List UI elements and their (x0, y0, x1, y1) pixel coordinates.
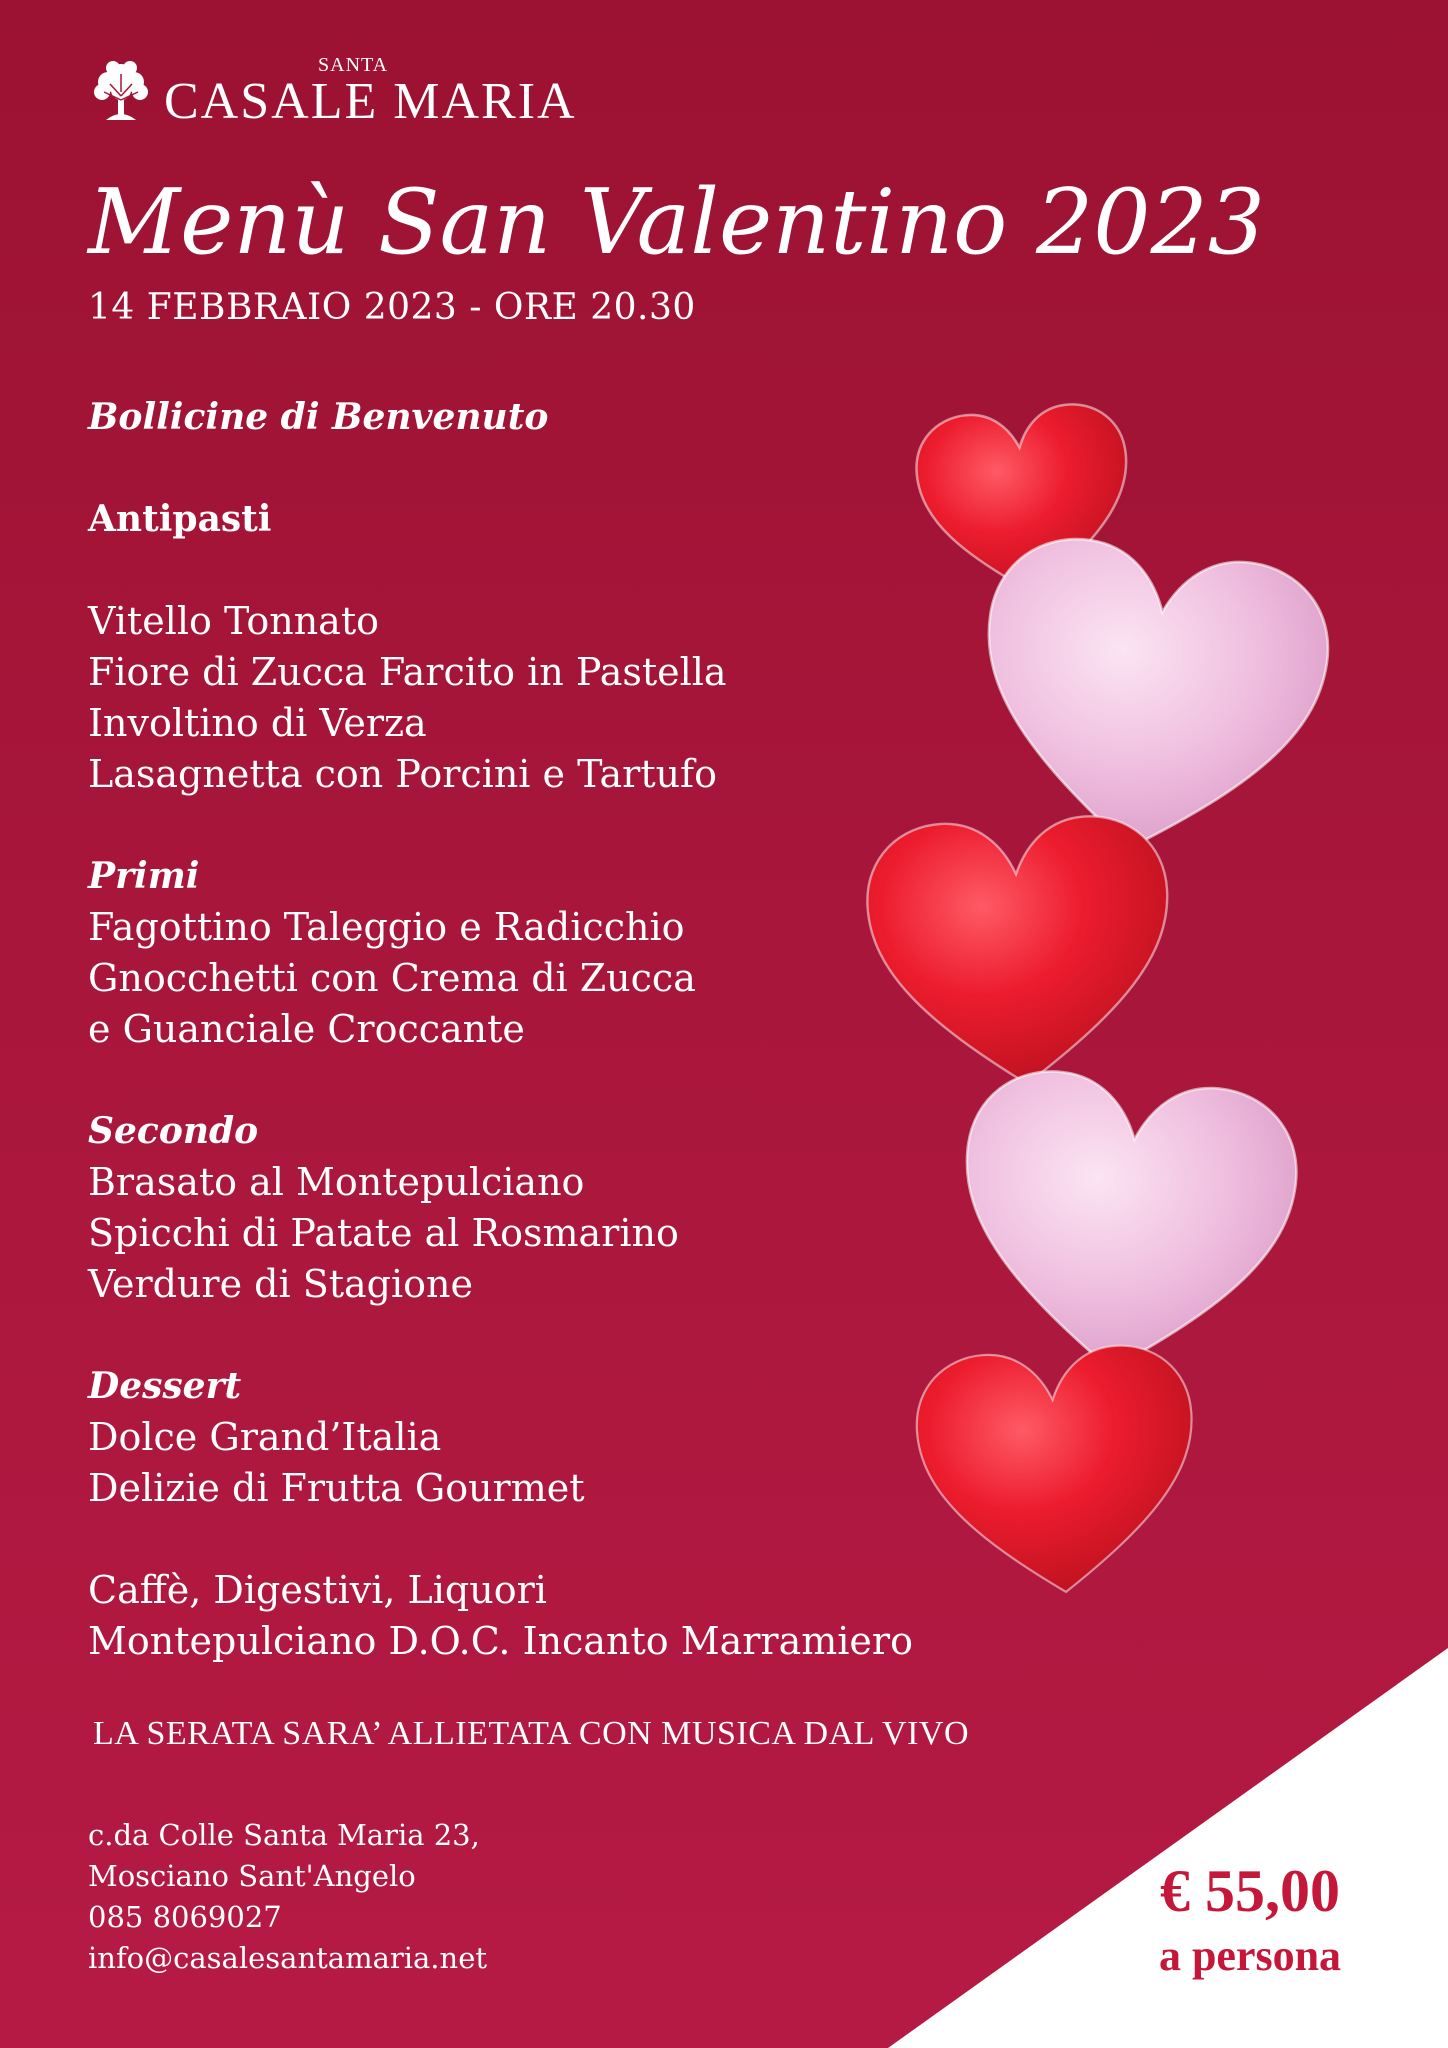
email-address: info@casalesantamaria.net (88, 1941, 488, 1975)
section-heading-secondo: Secondo (88, 1110, 259, 1152)
logo-name: CASALE MARIA (164, 73, 577, 130)
menu-item: Dolce Grand’Italia (88, 1415, 442, 1459)
red-heart-icon (863, 812, 1176, 1091)
menu-item: Gnocchetti con Crema di Zucca (88, 956, 696, 1000)
price-unit: a persona (1158, 1931, 1342, 1980)
tree-icon (88, 56, 154, 126)
price-block (1085, 1855, 1415, 1985)
menu-item: Fiore di Zucca Farcito in Pastella (88, 650, 727, 694)
menu-item: Lasagnetta con Porcini e Tartufo (88, 752, 718, 796)
extras-item: Montepulciano D.O.C. Incanto Marramiero (88, 1619, 913, 1663)
welcome-heading: Bollicine di Benvenuto (88, 396, 549, 438)
contact-info (88, 1815, 487, 1979)
section-heading-dessert: Dessert (88, 1365, 242, 1407)
hearts-decoration (840, 390, 1400, 1680)
menu-item: Vitello Tonnato (88, 599, 379, 643)
address-line: c.da Colle Santa Maria 23, (88, 1818, 480, 1852)
menu-list (88, 392, 968, 1667)
event-date: 14 FEBBRAIO 2023 - ORE 20.30 (88, 287, 696, 328)
menu-item: Fagottino Taleggio e Radicchio (88, 905, 685, 949)
price-value: € 55,00 (1160, 1858, 1340, 1924)
corner-triangle (888, 1648, 1448, 2048)
menu-item: Brasato al Montepulciano (88, 1160, 585, 1204)
menu-item: e Guanciale Croccante (88, 1007, 525, 1051)
city-line: Mosciano Sant'Angelo (88, 1859, 416, 1893)
menu-item: Spicchi di Patate al Rosmarino (88, 1211, 679, 1255)
extras-item: Caffè, Digestivi, Liquori (88, 1568, 547, 1612)
menu-item: Involtino di Verza (88, 701, 427, 745)
menu-item: Delizie di Frutta Gourmet (88, 1466, 585, 1510)
logo-small-text: SANTA (318, 54, 389, 76)
music-note: LA SERATA SARA’ ALLIETATA CON MUSICA DAL VIVO (93, 1715, 970, 1752)
phone-number: 085 8069027 (88, 1900, 282, 1934)
red-heart-icon (912, 1341, 1203, 1602)
section-heading-primi: Primi (88, 855, 200, 897)
pink-heart-icon (946, 1063, 1305, 1386)
menu-item: Verdure di Stagione (88, 1262, 473, 1306)
page-title: Menù San Valentino 2023 (88, 170, 1265, 275)
section-heading-antipasti: Antipasti (88, 498, 272, 540)
pink-heart-icon (961, 528, 1339, 872)
